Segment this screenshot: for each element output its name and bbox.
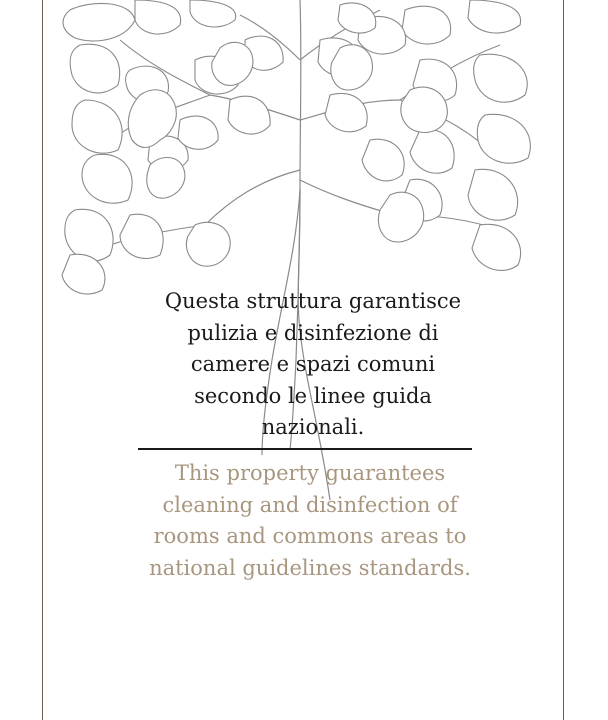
italian-notice-text: Questa struttura garantisce pulizia e disinfezione di camere e spazi comuni secondo le linee guida nazionali.	[164, 289, 462, 439]
section-divider	[138, 448, 472, 450]
english-notice-text: This property guarantees cleaning and disinfection of rooms and commons areas to national guidelines standards.	[149, 461, 471, 580]
